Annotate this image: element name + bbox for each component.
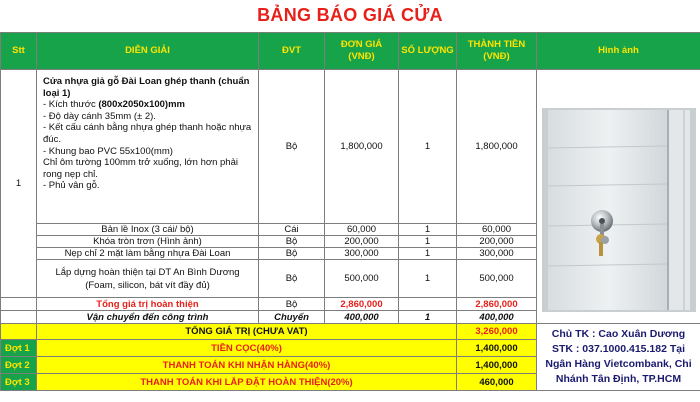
empty-cell bbox=[1, 298, 37, 311]
install-dvt: Bộ bbox=[259, 260, 325, 298]
stt-cell: 1 bbox=[1, 70, 37, 298]
sub-item-don-gia: 300,000 bbox=[325, 248, 399, 260]
sub-item-dvt: Bộ bbox=[259, 236, 325, 248]
subtotal-dvt: Bộ bbox=[259, 298, 325, 311]
install-so-luong: 1 bbox=[399, 260, 457, 298]
shipping-thanh-tien: 400,000 bbox=[457, 311, 537, 324]
header-row bbox=[1, 33, 700, 70]
install-description bbox=[37, 260, 259, 298]
sub-item-so-luong: 1 bbox=[399, 248, 457, 260]
main-item-dvt: Bộ bbox=[259, 70, 325, 224]
main-item-line: Chỉ ôm tường 100mm trở xuống, lớn hơn phải rong nẹp chỉ. bbox=[43, 157, 238, 180]
bank-account-holder: Chủ TK : Cao Xuân Dương bbox=[551, 328, 686, 340]
install-don-gia: 500,000 bbox=[325, 260, 399, 298]
door-lock-photo bbox=[538, 76, 700, 318]
bank-account-details: STK : 037.1000.415.182 Tại Ngân Hàng Vietcombank, Chi Nhánh Tân Định, TP.HCM bbox=[545, 343, 692, 385]
sub-item-thanh-tien: 200,000 bbox=[457, 236, 537, 248]
total-row bbox=[1, 324, 700, 340]
empty-cell bbox=[399, 298, 457, 311]
install-line: Lắp dựng hoàn thiện tại DT An Bình Dương bbox=[55, 266, 240, 278]
header-stt: Stt bbox=[1, 33, 37, 70]
total-label: TỔNG GIÁ TRỊ (CHƯA VAT) bbox=[37, 324, 457, 340]
sub-item-name: Nẹp chỉ 2 mặt làm bằng nhựa Đài Loan bbox=[37, 248, 259, 260]
phase-label: Đợt 3 bbox=[1, 374, 37, 391]
empty-cell bbox=[1, 311, 37, 324]
subtotal-label: Tổng giá trị hoàn thiện bbox=[37, 298, 259, 311]
phase-value: 1,400,000 bbox=[457, 357, 537, 374]
phase-label: Đợt 1 bbox=[1, 340, 37, 357]
sub-item-name: Khóa tròn trơn (Hình ảnh) bbox=[37, 236, 259, 248]
main-item-description bbox=[37, 70, 259, 224]
subtotal-don-gia: 2,860,000 bbox=[325, 298, 399, 311]
sub-item-name: Bản lề Inox (3 cái/ bộ) bbox=[37, 224, 259, 236]
header-hinh-anh: Hình ảnh bbox=[537, 33, 700, 70]
main-item-line: - Khung bao PVC 55x100(mm) bbox=[43, 145, 173, 157]
main-item-so-luong: 1 bbox=[399, 70, 457, 224]
phase-label: Đợt 2 bbox=[1, 357, 37, 374]
empty-cell bbox=[1, 324, 37, 340]
sub-item-dvt: Cái bbox=[259, 224, 325, 236]
phase-description: TIỀN CỌC(40%) bbox=[37, 340, 457, 357]
sub-item-don-gia: 200,000 bbox=[325, 236, 399, 248]
header-dvt: ĐVT bbox=[259, 33, 325, 70]
phase-description: THANH TOÁN KHI LẮP ĐẶT HOÀN THIỆN(20%) bbox=[37, 374, 457, 391]
header-dien-giai: DIỄN GIẢI bbox=[37, 33, 259, 70]
page-title: BẢNG BÁO GIÁ CỬA bbox=[257, 5, 443, 25]
table-row bbox=[1, 70, 700, 224]
shipping-so-luong: 1 bbox=[399, 311, 457, 324]
sub-item-so-luong: 1 bbox=[399, 236, 457, 248]
sub-item-thanh-tien: 300,000 bbox=[457, 248, 537, 260]
main-item-size: (800x2050x100)mm bbox=[98, 99, 185, 111]
sub-item-dvt: Bộ bbox=[259, 248, 325, 260]
shipping-dvt: Chuyến bbox=[259, 311, 325, 324]
total-value: 3,260,000 bbox=[457, 324, 537, 340]
phase-value: 1,400,000 bbox=[457, 340, 537, 357]
main-item-line: - Độ dày cánh 35mm (± 2). bbox=[43, 110, 156, 122]
shipping-don-gia: 400,000 bbox=[325, 311, 399, 324]
install-line: (Foam, silicon, bát vít đầy đủ) bbox=[85, 279, 210, 291]
bank-info bbox=[537, 324, 700, 391]
header-thanh-tien: THÀNH TIỀN (VNĐ) bbox=[457, 33, 537, 70]
main-item-size-prefix: - Kích thước bbox=[43, 99, 99, 111]
install-thanh-tien: 500,000 bbox=[457, 260, 537, 298]
main-item-thanh-tien: 1,800,000 bbox=[457, 70, 537, 224]
header-so-luong: SỐ LƯỢNG bbox=[399, 33, 457, 70]
door-photo-cell bbox=[537, 70, 700, 324]
sub-item-don-gia: 60,000 bbox=[325, 224, 399, 236]
header-don-gia: ĐƠN GIÁ (VNĐ) bbox=[325, 33, 399, 70]
main-item-line: - Kết cấu cánh bằng nhựa ghép thanh hoặc nhựa đúc. bbox=[43, 122, 252, 145]
sub-item-so-luong: 1 bbox=[399, 224, 457, 236]
main-item-line: - Phủ vân gỗ. bbox=[43, 180, 100, 192]
quote-table bbox=[0, 32, 700, 391]
phase-description: THANH TOÁN KHI NHẬN HÀNG(40%) bbox=[37, 357, 457, 374]
subtotal-thanh-tien: 2,860,000 bbox=[457, 298, 537, 311]
main-item-name: Cửa nhựa giả gỗ Đài Loan ghép thanh (chuẩn loại 1) bbox=[43, 76, 250, 99]
main-item-don-gia: 1,800,000 bbox=[325, 70, 399, 224]
sub-item-thanh-tien: 60,000 bbox=[457, 224, 537, 236]
phase-value: 460,000 bbox=[457, 374, 537, 391]
shipping-label: Vận chuyển đến công trình bbox=[37, 311, 259, 324]
